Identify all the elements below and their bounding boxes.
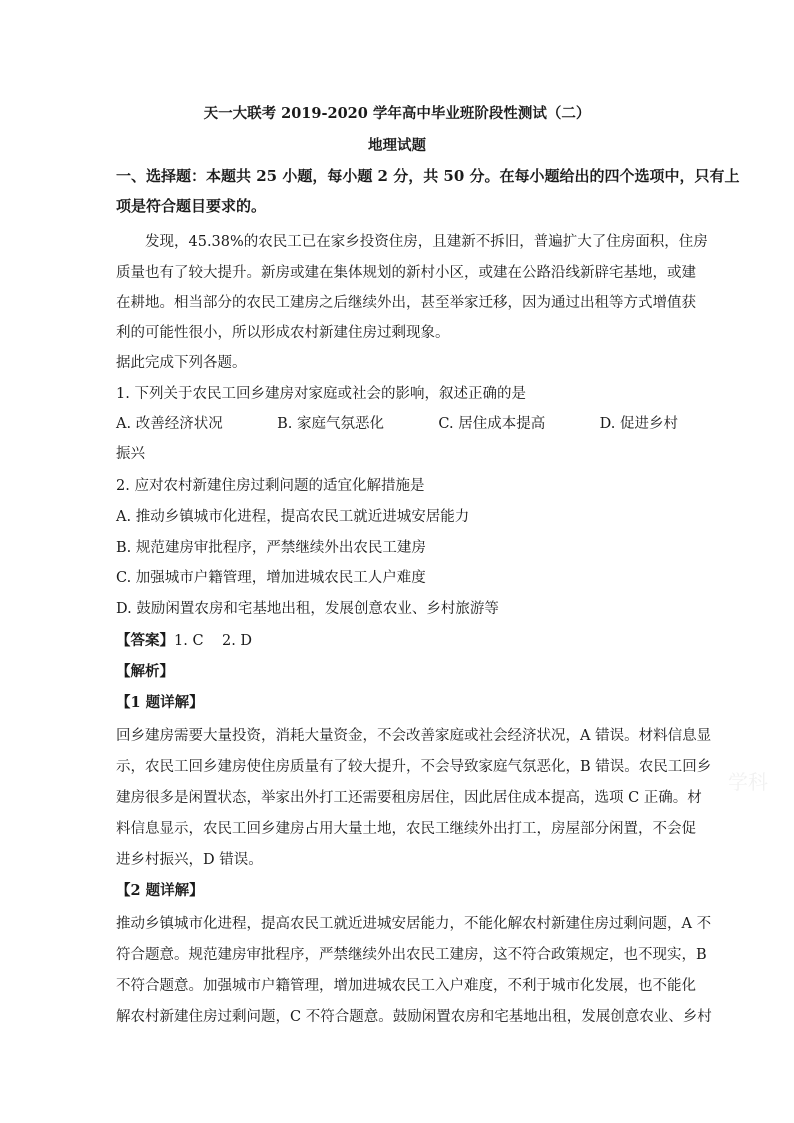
analysis-line: 示，农民工回乡建房使住房质量有了较大提升，不会导致家庭气氛恶化，B 错误。农民工回乡 — [116, 759, 712, 775]
analysis-line: 不符合题意。加强城市户籍管理，增加进城农民工入户难度，不利于城市化发展，也不能化 — [116, 978, 696, 994]
analysis-line: 符合题意。规范建房审批程序，严禁继续外出农民工建房，这不符合政策规定，也不现实，B — [116, 947, 707, 963]
analysis-line: 推动乡镇城市化进程，提高农民工就近进城安居能力，不能化解农村新建住房过剩问题，A 不 — [116, 916, 712, 932]
analysis-q1-label: 【1 题详解】 — [116, 694, 204, 711]
passage-instruction: 据此完成下列各题。 — [116, 355, 247, 371]
question-stem: 2. 应对农村新建住房过剩问题的适宜化解措施是 — [116, 478, 425, 494]
analysis-line: 进乡村振兴，D 错误。 — [116, 852, 263, 868]
analysis-line: 料信息显示，农民工回乡建房占用大量土地，农民工继续外出打工，房屋部分闲置，不会促 — [116, 821, 696, 837]
option-b: B. 家庭气氛恶化 — [277, 416, 384, 432]
page-title: 天一大联考 2019-2020 学年高中毕业班阶段性测试（二） — [203, 105, 591, 122]
analysis-label: 【解析】 — [116, 663, 174, 680]
option-d-wrap: 振兴 — [116, 446, 145, 462]
passage-line: 质量也有了较大提升。新房或建在集体规划的新村小区，或建在公路沿线新辟宅基地，或建 — [116, 265, 696, 281]
passage-line: 在耕地。相当部分的农民工建房之后继续外出，甚至举家迁移，因为通过出租等方式增值获 — [116, 295, 696, 311]
option-b: B. 规范建房审批程序，严禁继续外出农民工建房 — [116, 540, 426, 556]
answer-label: 【答案】 — [116, 632, 174, 649]
passage-line: 发现，45.38%的农民工已在家乡投资住房，且建新不拆旧，普遍扩大了住房面积，住房 — [145, 234, 708, 250]
answer-text: 1. C 2. D — [174, 633, 253, 649]
passage-line: 利的可能性很小，所以形成农村新建住房过剩现象。 — [116, 325, 450, 341]
section-heading-cont: 项是符合题目要求的。 — [116, 197, 267, 215]
section-heading: 一、选择题：本题共 25 小题，每小题 2 分，共 50 分。在每小题给出的四个选项中，只有上 — [116, 167, 740, 185]
analysis-line: 回乡建房需要大量投资，消耗大量资金，不会改善家庭或社会经济状况，A 错误。材料信息显 — [116, 728, 712, 744]
watermark: 学科 — [728, 770, 768, 794]
option-d: D. 鼓励闲置农房和宅基地出租，发展创意农业、乡村旅游等 — [116, 601, 499, 617]
question-options — [116, 414, 678, 434]
option-c: C. 居住成本提高 — [438, 416, 546, 432]
option-c: C. 加强城市户籍管理，增加进城农民工人户难度 — [116, 570, 426, 586]
option-d: D. 促进乡村 — [599, 416, 678, 432]
answer-line — [116, 631, 252, 651]
analysis-line: 解农村新建住房过剩问题，C 不符合题意。鼓励闲置农房和宅基地出租，发展创意农业、乡村 — [116, 1009, 712, 1025]
option-a: A. 改善经济状况 — [116, 416, 223, 432]
question-stem: 1. 下列关于农民工回乡建房对家庭或社会的影响，叙述正确的是 — [116, 386, 526, 402]
analysis-q2-label: 【2 题详解】 — [116, 882, 204, 899]
analysis-line: 建房很多是闲置状态，举家出外打工还需要租房居住，因此居住成本提高，选项 C 正确。材 — [116, 790, 702, 806]
option-a: A. 推动乡镇城市化进程，提高农民工就近进城安居能力 — [116, 509, 470, 525]
subject-title: 地理试题 — [368, 137, 426, 154]
